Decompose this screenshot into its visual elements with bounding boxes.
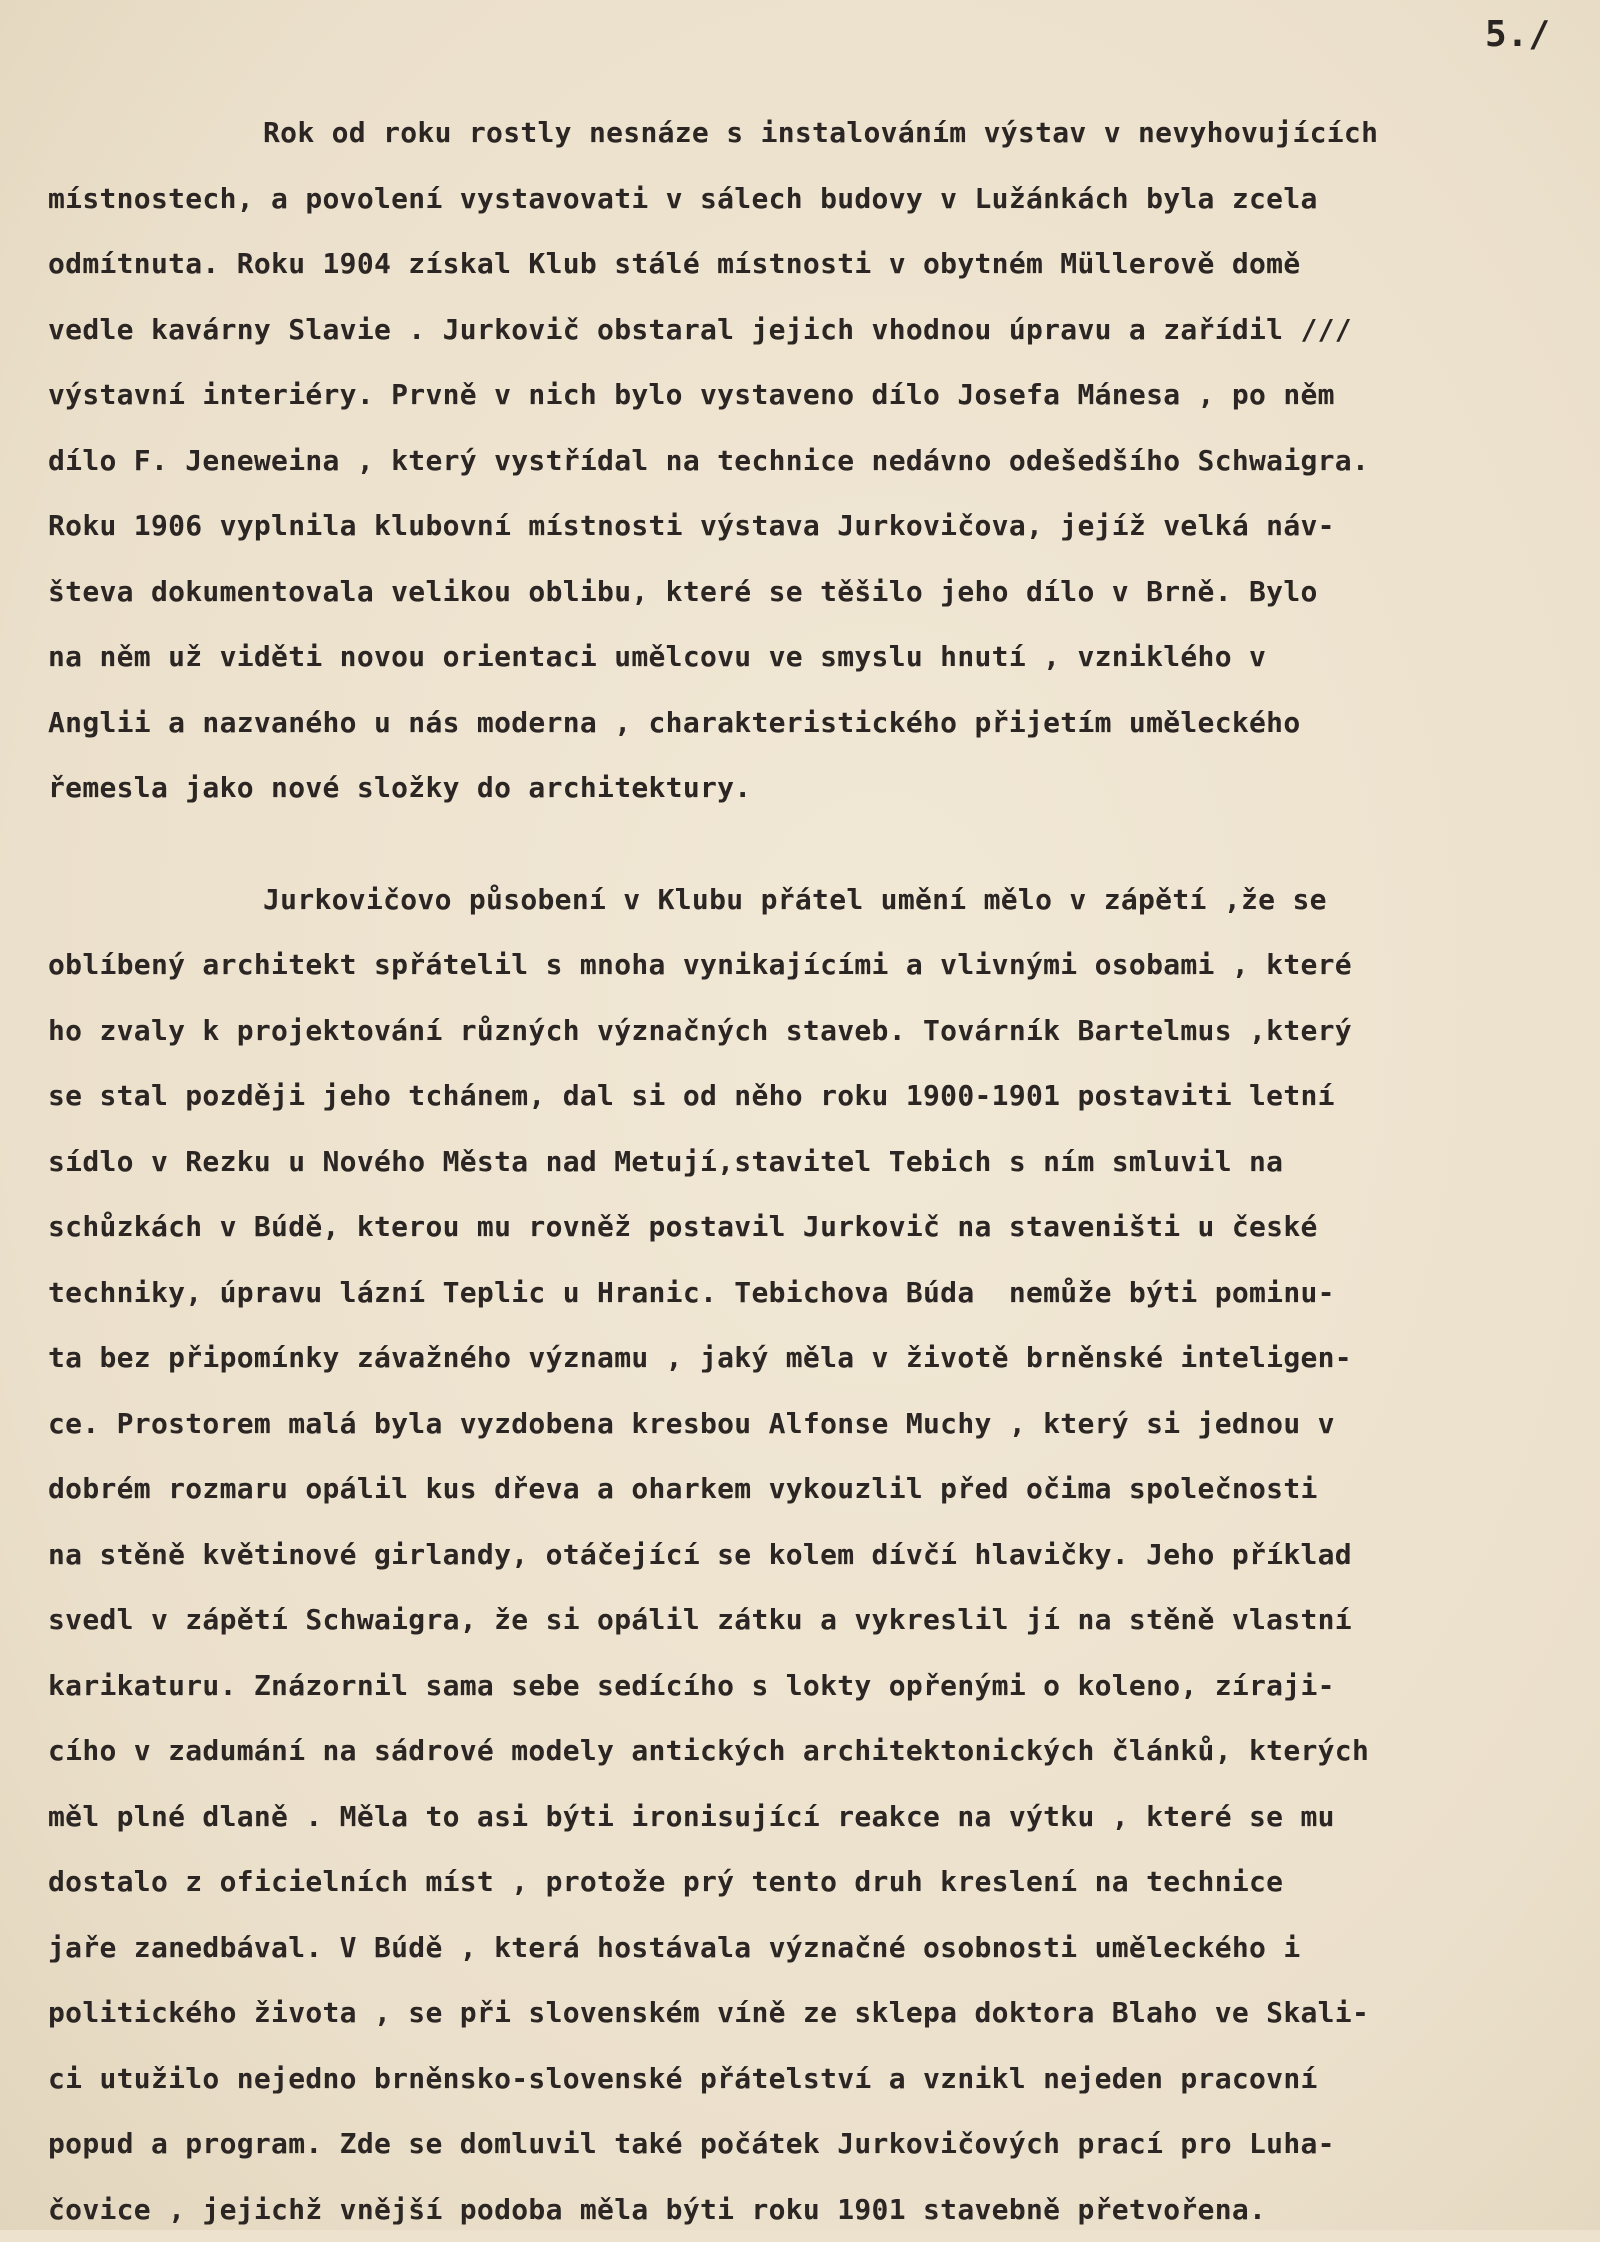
text-line: ci utužilo nejedno brněnsko-slovenské přátelství a vznikl nejeden pracovní	[48, 2046, 1578, 2112]
text-line: dílo F. Jeneweina , který vystřídal na technice nedávno odešedšího Schwaigra.	[48, 428, 1578, 494]
paragraph-gap	[48, 821, 1578, 867]
text-line: na stěně květinové girlandy, otáčející se kolem dívčí hlavičky. Jeho příklad	[48, 1522, 1578, 1588]
paragraph-2	[48, 867, 1578, 2242]
text-line: dostalo z oficielních míst , protože prý tento druh kreslení na technice	[48, 1849, 1578, 1915]
text-line: na něm už viděti novou orientaci umělcovu ve smyslu hnutí , vzniklého v	[48, 624, 1578, 690]
text-line: karikaturu. Znázornil sama sebe sedícího s lokty opřenými o koleno, zíraji-	[48, 1653, 1578, 1719]
text-line: vedle kavárny Slavie . Jurkovič obstaral jejich vhodnou úpravu a zařídil ///	[48, 297, 1578, 363]
text-line: Rok od roku rostly nesnáze s instalováním výstav v nevyhovujících	[48, 100, 1578, 166]
text-line: jaře zanedbával. V Búdě , která hostávala význačné osobnosti uměleckého i	[48, 1915, 1578, 1981]
text-line: Roku 1906 vyplnila klubovní místnosti výstava Jurkovičova, jejíž velká náv-	[48, 493, 1578, 559]
text-line: měl plné dlaně . Měla to asi býti ironisující reakce na výtku , které se mu	[48, 1784, 1578, 1850]
text-line: techniky, úpravu lázní Teplic u Hranic. Tebichova Búda nemůže býti pominu-	[48, 1260, 1578, 1326]
text-line: výstavní interiéry. Prvně v nich bylo vystaveno dílo Josefa Mánesa , po něm	[48, 362, 1578, 428]
page-number: 5./	[1485, 14, 1550, 55]
text-line: sídlo v Rezku u Nového Města nad Metují,stavitel Tebich s ním smluvil na	[48, 1129, 1578, 1195]
text-line: števa dokumentovala velikou oblibu, které se těšilo jeho dílo v Brně. Bylo	[48, 559, 1578, 625]
text-line: Jurkovičovo působení v Klubu přátel umění mělo v zápětí ,že se	[48, 867, 1578, 933]
text-line: ho zvaly k projektování různých význačných staveb. Továrník Bartelmus ,který	[48, 998, 1578, 1064]
text-line: dobrém rozmaru opálil kus dřeva a oharkem vykouzlil před očima společnosti	[48, 1456, 1578, 1522]
text-line: schůzkách v Búdě, kterou mu rovněž postavil Jurkovič na staveništi u české	[48, 1194, 1578, 1260]
text-line: řemesla jako nové složky do architektury.	[48, 755, 1578, 821]
text-line: Anglii a nazvaného u nás moderna , charakteristického přijetím uměleckého	[48, 690, 1578, 756]
text-line: popud a program. Zde se domluvil také počátek Jurkovičových prací pro Luha-	[48, 2111, 1578, 2177]
text-line: oblíbený architekt spřátelil s mnoha vynikajícími a vlivnými osobami , které	[48, 932, 1578, 998]
text-line: cího v zadumání na sádrové modely antických architektonických článků, kterých	[48, 1718, 1578, 1784]
text-line: svedl v zápětí Schwaigra, že si opálil zátku a vykreslil jí na stěně vlastní	[48, 1587, 1578, 1653]
text-line: místnostech, a povolení vystavovati v sálech budovy v Lužánkách byla zcela	[48, 166, 1578, 232]
text-line: ta bez připomínky závažného významu , jaký měla v životě brněnské inteligen-	[48, 1325, 1578, 1391]
typed-text	[48, 100, 1578, 2242]
text-line: odmítnuta. Roku 1904 získal Klub stálé místnosti v obytném Müllerově domě	[48, 231, 1578, 297]
text-line: čovice , jejichž vnější podoba měla býti roku 1901 stavebně přetvořena.	[48, 2177, 1578, 2242]
paragraph-1	[48, 100, 1578, 821]
text-line: se stal později jeho tchánem, dal si od něho roku 1900-1901 postaviti letní	[48, 1063, 1578, 1129]
text-line: ce. Prostorem malá byla vyzdobena kresbou Alfonse Muchy , který si jednou v	[48, 1391, 1578, 1457]
text-line: politického života , se při slovenském víně ze sklepa doktora Blaho ve Skali-	[48, 1980, 1578, 2046]
